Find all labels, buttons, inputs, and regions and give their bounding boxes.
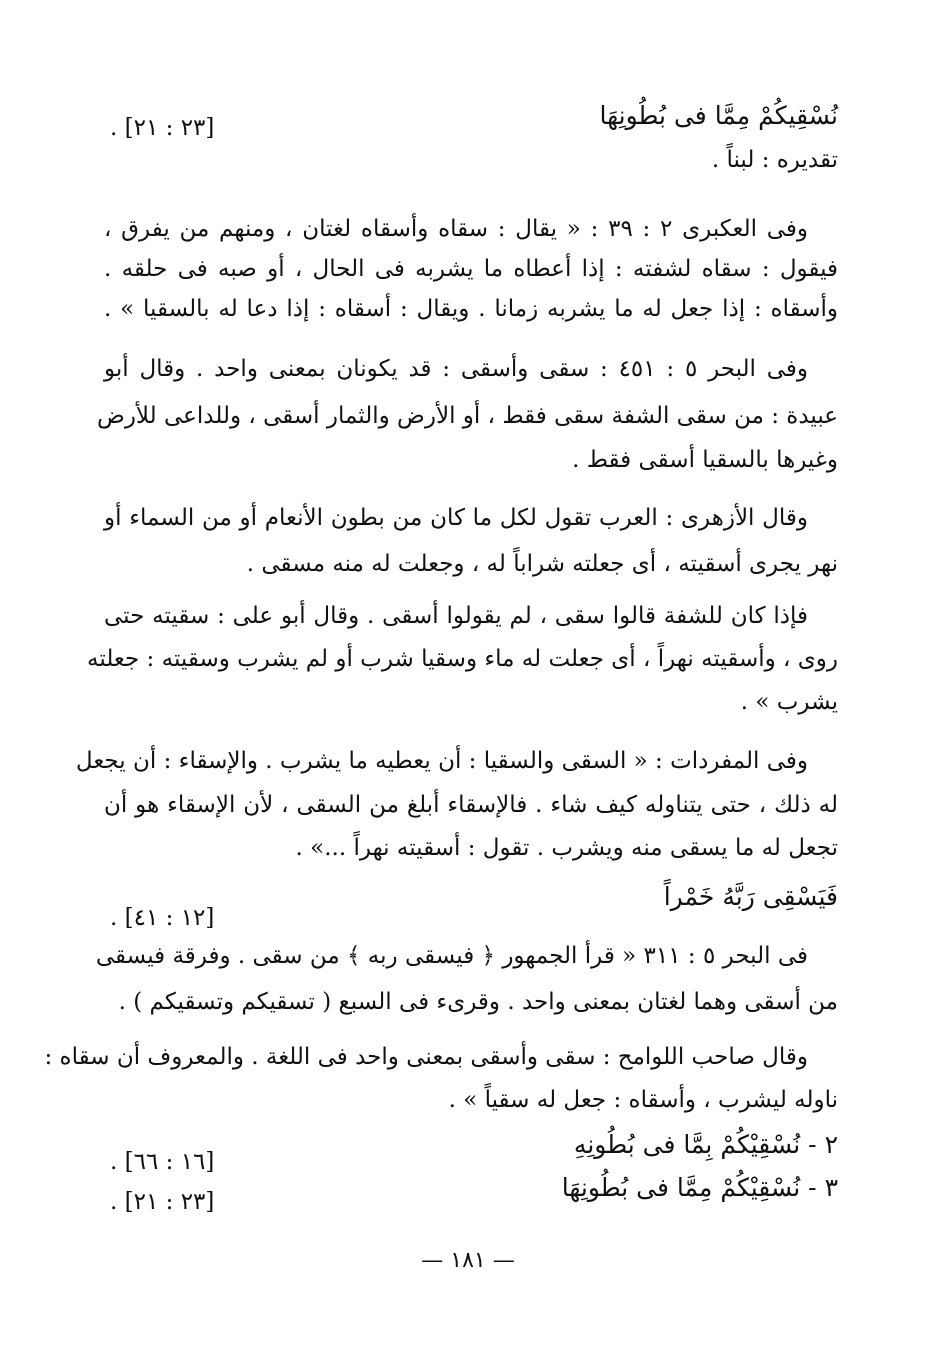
verse-reference: [١٦ : ٦٦] . bbox=[110, 1149, 215, 1175]
text-line: يشرب » . bbox=[740, 689, 838, 715]
text-line: من أسقى وهما لغتان بمعنى واحد . وقرىء فى السبع ( تسقيكم وتسقيكم ) . bbox=[118, 989, 838, 1015]
text-line: روى ، وأسقيته نهراً ، أى جعلت له ماء وسقيا شرب أو لم يشرب وسقيته : جعلته bbox=[87, 646, 838, 672]
verse-reference: [٢٣ : ٢١] . bbox=[110, 115, 215, 141]
page-number: — ١٨١ — bbox=[421, 1248, 515, 1273]
text-line: وفى البحر ٥ : ٤٥١ : سقى وأسقى : قد يكونان بمعنى واحد . وقال أبو bbox=[104, 356, 808, 382]
text-line: نهر يجرى أسقيته ، أى جعلته شراباً له ، وجعلت له منه مسقى . bbox=[246, 551, 838, 577]
text-line: فيقول : سقاه لشفته : إذا أعطاه ما يشربه فى الحال ، أو صبه فى حلقه . bbox=[104, 256, 838, 282]
verse-reference: [٢٣ : ٢١] . bbox=[110, 1189, 215, 1215]
text-line: وقال صاحب اللوامح : سقى وأسقى بمعنى واحد فى اللغة . والمعروف أن سقاه : bbox=[44, 1044, 808, 1070]
text-line: فى البحر ٥ : ٣١١ « قرأ الجمهور ﴿ فيسقى ربه ﴾ من سقى . وفرقة فيسقى bbox=[95, 943, 808, 969]
text-line: فإذا كان للشفة قالوا سقى ، لم يقولوا أسقى . وقال أبو على : سقيته حتى bbox=[104, 603, 808, 629]
text-line: تجعل له ما يسقى منه ويشرب . تقول : أسقيته نهراً ...» . bbox=[295, 835, 838, 861]
quran-verse: فَيَسْقِى رَبَّهُ خَمْراً bbox=[663, 882, 838, 911]
text-line: تقديره : لبناً . bbox=[711, 147, 838, 173]
text-line: وأسقاه : إذا جعل له ما يشربه زمانا . ويقال : أسقاه : إذا دعا له بالسقيا » . bbox=[104, 296, 838, 322]
quran-verse: ٢ - نُسْقِيْكُمْ بِمَّا فى بُطُونِهِ bbox=[573, 1130, 838, 1159]
text-line: وغيرها بالسقيا أسقى فقط . bbox=[572, 447, 838, 473]
text-line: وقال الأزهرى : العرب تقول لكل ما كان من بطون الأنعام أو من السماء أو bbox=[104, 505, 808, 531]
quran-verse: ٣ - نُسْقِيْكُمْ مِمَّا فى بُطُونِهَا bbox=[561, 1173, 838, 1202]
text-line: له ذلك ، حتى يتناوله كيف شاء . فالإسقاء أبلغ من السقى ، لأن الإسقاء هو أن bbox=[104, 792, 838, 818]
text-line: وفى العكبرى ٢ : ٣٩ : « يقال : سقاه وأسقاه لغتان ، ومنهم من يفرق ، bbox=[104, 216, 808, 242]
verse-reference: [١٢ : ٤١] . bbox=[110, 905, 215, 931]
text-line: ناوله ليشرب ، وأسقاه : جعل له سقياً » . bbox=[448, 1087, 838, 1113]
quran-verse: نُسْقِيكُمْ مِمَّا فى بُطُونِهَا bbox=[599, 101, 838, 130]
text-line: عبيدة : من سقى الشفة سقى فقط ، أو الأرض والثمار أسقى ، وللداعى للأرض bbox=[97, 403, 838, 429]
text-line: وفى المفردات : « السقى والسقيا : أن يعطيه ما يشرب . والإسقاء : أن يجعل bbox=[75, 748, 808, 774]
